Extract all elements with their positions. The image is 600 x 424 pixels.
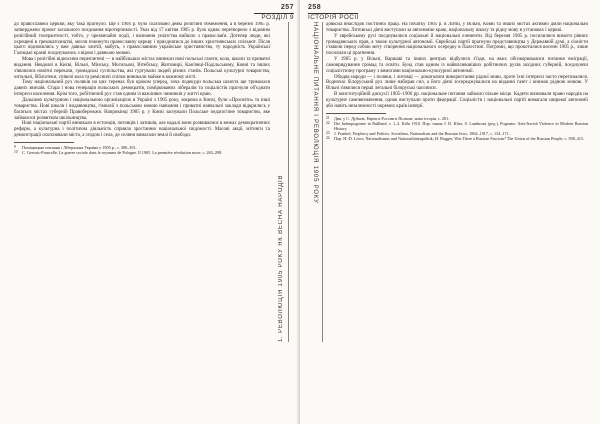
right-paragraph: В конституційній дискусії 1905–1906 рр. національне питання займало чільне місце. Кадети визнавали право народів на культурне самовизначення, однак виступали проти федерації. Соціалісти і національні партії вимагали широкої автономії або навіть незалежності окремих країв імперії.	[326, 92, 588, 109]
footnote-text: Die Judenpogrome in Rußland, т. 1–2. Köln 1910. Пор. також J. D. Klier, S. Lambroza (ред.), Pogroms: Anti-Jewish Violence in Modern Russian History.	[334, 120, 588, 131]
right-paragraph: У 1905 р. у Вільні, Варшаві та інших центрах відбулися з'їзди, на яких обговорювалися питання еміграції, самоврядування громад та освіти. Бунд став одним із найвпливовіших робітничих рухів західних губерній, поєднуючи соціалістичну програму з вимогами національно-культурної автономії.	[326, 57, 588, 74]
footnote	[14, 150, 270, 155]
left-page-body	[14, 22, 270, 414]
right-page-number: 258	[308, 4, 322, 11]
footnote	[326, 121, 588, 131]
right-vertical-section-title: НАЦІОНАЛЬНЕ ПИТАННЯ І РЕВОЛЮЦІЯ 1905 РОКУ	[308, 22, 323, 342]
footnote	[326, 136, 588, 141]
footnote-number: 21	[326, 115, 330, 120]
left-footnote-rule	[14, 142, 74, 143]
right-running-head: ІСТОРІЯ РОСІЇ	[308, 14, 359, 21]
footnote-number: 9	[14, 144, 16, 149]
right-page-body	[326, 22, 588, 414]
right-page-header	[308, 4, 359, 21]
right-paragraph: У єврейському русі поєднувалися соціальні й національні елементи. Від березня 1905 р. посилилися вимоги рівних громадянських прав, а також культурної автономії. Єврейські партії прагнули представництва у Державній думі, а сіоністи ставили перед собою мету створення національного осередку в Палестині. Погроми, що прокотилися восени 1905 р., лише посилили ці прагнення.	[326, 33, 588, 57]
left-paragraph: до православної церкви, яку така прагнуло. Ще з 1904 р. було скасовано деякі релігійні обмеження, а в березні 1905 р. затверджено проект загального поєднання віротерпимості. Указ від 17 квітня 1905 р. було однак перетворено з відомим релігійний толерантності, тобто, у чрезвичайні події, і визнання уніатства вийшло з православ'я. Дотепер люди, які охрещені в грекокатолицтві, могли покинути православну церкву і приєднатися до інших християнських спільнот. Після цього відновились у вже давньо злитій, мабуть, з православним українське християнство, ту народність Українські Галицькі краєві поєднувались з вірою і давньою мовою.	[14, 22, 270, 57]
right-paragraph: довкола внаслідок постійної праці. На початку 1905 р. в Литві, у Вільні, Ковні та інших містах активно діяли національні товариства. Литовські діячі виступали за автономію краю, національну школу та рідну мову в установах і церкві.	[326, 22, 588, 33]
footnote-text: Поміщицьке питання і Ліберальна Україна у 1905 р., с. 380–391.	[22, 144, 137, 150]
footnote-text: J. Frankel, Prophecy and Politics. Socialism, Nationalism and the Russian Jews, 1862–1917, с. 134–171.	[334, 130, 510, 136]
footnote-text: C. Gervais-Francelle, La guerre sociale dans le royaume de Pologne. Il 1905. La première révolution russe, с. 265–298.	[22, 149, 223, 155]
left-paragraph: Мова і релігійні відносини переплетені — в найбільших містах виникли нові польські газети, кола, школи та приватні видання. Невдовзі в Києві, Вільні, Мінську, Могильові, Вітебську, Житомирі, Кам'янці-Подільському, Ковні та інших з'являлися новітні перекази, громадські суспільства, які гуртували людей різних станів. Польські культурні товариства, читальні, бібліотеки, співочі кола та ремісничі спілки виникали майже в кожному місті.	[14, 57, 270, 80]
footnote-text: Див. у С. Дубнов, Евреи в России и Польше, нова історія, с. 201.	[334, 115, 450, 121]
footnote-number: 23	[326, 130, 330, 135]
left-paragraph: Тому національний рух поляків на цих теренах був кроком уперед, хоча подекуди польська шляхта ще трималася давніх звичаїв. Стара і нова генерація польських демократів, поміркованих лібералів та соціалістів прагнули об'єднати інтереси населення. Крім того, робітничий рух став одним із важливих чинників у житті краю.	[14, 80, 270, 98]
left-paragraph: Дальшою культурною і національною організацією в Україні з 1905 року, зокрема в Києві, були «Просвіти» та інші товариства. Нові школи і видавництва, гімназії з польською мовою навчання і приватні навчальні заклади відкрились у багатьох містах губерній Правобережжя. Наприкінці 1905 р. у Києві заснували Польське педагогічне товариство, яке займалося розвитком шкільництва.	[14, 97, 270, 121]
right-footnote-rule	[326, 113, 386, 114]
left-paragraph: Нові національні партії виникали в естонців, литовців і латишів, але надалі вони розвивалися в межах демократичних реформ, а культурна і політична діяльність сприяла зростанню національної свідомості. Масові акції, мітинги та демонстрації охоплювали міста, а згодом і села, де селяни вимагали землі й свободи.	[14, 121, 270, 139]
footnote-number: 22	[326, 120, 330, 125]
left-vertical-section-title: 1. РЕВОЛЮЦІЯ 1905 РОКУ ЯК ВЕСНА НАРОДІВ	[274, 22, 289, 342]
right-page	[300, 0, 600, 424]
right-footnotes	[326, 116, 588, 141]
left-page-number: 257	[280, 4, 294, 11]
left-footnotes	[14, 145, 270, 155]
footnote-text: Пор. H.-D. Löwe, Nationalismus und Nationalitätenpolitik; H. Rogger, Was There a Russian Fascism? The Union of the Russian People, с. 398–415.	[334, 135, 585, 141]
footnote-number: 24	[326, 135, 330, 140]
footnote-number: 10	[14, 149, 18, 154]
right-paragraph: Обидва народи — і поляки, і литовці — домагалися використання рідної мови, проте їхні інтереси часто перетиналися. Водночас білоруський рух лише набирав сил, а його діячі зосереджувалися на виданні газет і книжок рідною мовою. У Вільні з'явилися перші легальні білоруські часописи.	[326, 74, 588, 92]
left-page-header	[254, 4, 294, 21]
left-page	[0, 0, 298, 424]
left-running-head: РОЗДІЛ 9	[261, 14, 294, 21]
